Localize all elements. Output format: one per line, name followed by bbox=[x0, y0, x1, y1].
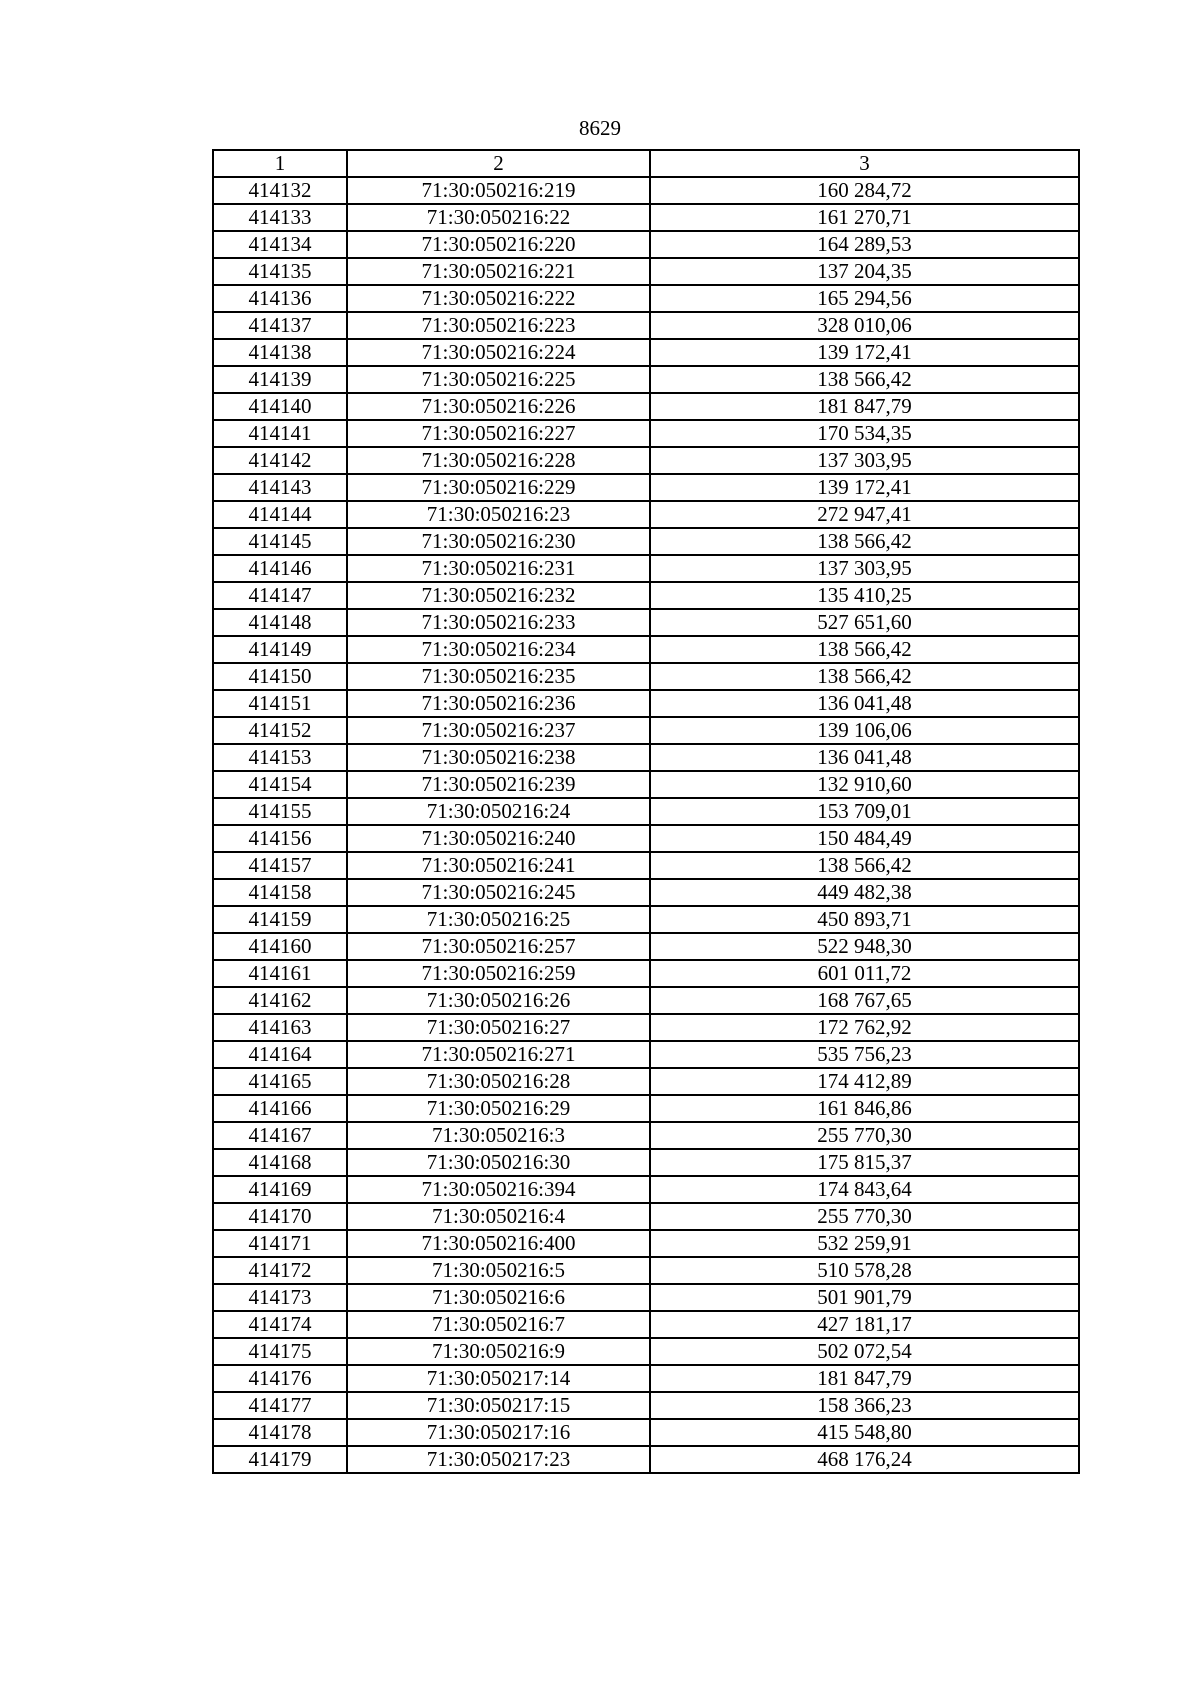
value-cell: 137 303,95 bbox=[650, 447, 1079, 474]
value-cell: 601 011,72 bbox=[650, 960, 1079, 987]
cadastral-number-cell: 71:30:050216:223 bbox=[347, 312, 650, 339]
value-cell: 161 270,71 bbox=[650, 204, 1079, 231]
table-row bbox=[213, 447, 1079, 474]
value-cell: 522 948,30 bbox=[650, 933, 1079, 960]
cadastral-number-cell: 71:30:050216:27 bbox=[347, 1014, 650, 1041]
cadastral-number-cell: 71:30:050216:394 bbox=[347, 1176, 650, 1203]
column-header-3: 3 bbox=[650, 150, 1079, 177]
table-row bbox=[213, 609, 1079, 636]
row-number-cell: 414140 bbox=[213, 393, 347, 420]
table-row bbox=[213, 1068, 1079, 1095]
row-number-cell: 414141 bbox=[213, 420, 347, 447]
table-row bbox=[213, 1041, 1079, 1068]
table-row bbox=[213, 528, 1079, 555]
row-number-cell: 414149 bbox=[213, 636, 347, 663]
value-cell: 137 303,95 bbox=[650, 555, 1079, 582]
table-body bbox=[213, 177, 1079, 1473]
table-row bbox=[213, 717, 1079, 744]
table-row bbox=[213, 1257, 1079, 1284]
cadastral-number-cell: 71:30:050216:28 bbox=[347, 1068, 650, 1095]
value-cell: 172 762,92 bbox=[650, 1014, 1079, 1041]
value-cell: 138 566,42 bbox=[650, 663, 1079, 690]
value-cell: 138 566,42 bbox=[650, 528, 1079, 555]
row-number-cell: 414142 bbox=[213, 447, 347, 474]
table-row bbox=[213, 987, 1079, 1014]
value-cell: 174 412,89 bbox=[650, 1068, 1079, 1095]
value-cell: 449 482,38 bbox=[650, 879, 1079, 906]
cadastral-number-cell: 71:30:050216:237 bbox=[347, 717, 650, 744]
table-row bbox=[213, 393, 1079, 420]
value-cell: 328 010,06 bbox=[650, 312, 1079, 339]
cadastral-number-cell: 71:30:050216:222 bbox=[347, 285, 650, 312]
value-cell: 138 566,42 bbox=[650, 852, 1079, 879]
row-number-cell: 414164 bbox=[213, 1041, 347, 1068]
cadastral-number-cell: 71:30:050217:23 bbox=[347, 1446, 650, 1473]
value-cell: 160 284,72 bbox=[650, 177, 1079, 204]
table-row bbox=[213, 1419, 1079, 1446]
value-cell: 138 566,42 bbox=[650, 636, 1079, 663]
cadastral-number-cell: 71:30:050216:238 bbox=[347, 744, 650, 771]
row-number-cell: 414136 bbox=[213, 285, 347, 312]
value-cell: 139 106,06 bbox=[650, 717, 1079, 744]
value-cell: 168 767,65 bbox=[650, 987, 1079, 1014]
table-row bbox=[213, 501, 1079, 528]
column-header-1: 1 bbox=[213, 150, 347, 177]
value-cell: 135 410,25 bbox=[650, 582, 1079, 609]
table-row bbox=[213, 1392, 1079, 1419]
cadastral-number-cell: 71:30:050216:235 bbox=[347, 663, 650, 690]
registry-table bbox=[212, 149, 1080, 1474]
table-row bbox=[213, 285, 1079, 312]
row-number-cell: 414134 bbox=[213, 231, 347, 258]
cadastral-number-cell: 71:30:050216:221 bbox=[347, 258, 650, 285]
row-number-cell: 414133 bbox=[213, 204, 347, 231]
row-number-cell: 414165 bbox=[213, 1068, 347, 1095]
table-row bbox=[213, 582, 1079, 609]
cadastral-number-cell: 71:30:050216:22 bbox=[347, 204, 650, 231]
value-cell: 255 770,30 bbox=[650, 1122, 1079, 1149]
row-number-cell: 414153 bbox=[213, 744, 347, 771]
cadastral-number-cell: 71:30:050216:230 bbox=[347, 528, 650, 555]
row-number-cell: 414173 bbox=[213, 1284, 347, 1311]
value-cell: 137 204,35 bbox=[650, 258, 1079, 285]
table-row bbox=[213, 1149, 1079, 1176]
table-row bbox=[213, 231, 1079, 258]
table-row bbox=[213, 555, 1079, 582]
cadastral-number-cell: 71:30:050216:241 bbox=[347, 852, 650, 879]
cadastral-number-cell: 71:30:050216:220 bbox=[347, 231, 650, 258]
value-cell: 132 910,60 bbox=[650, 771, 1079, 798]
column-header-2: 2 bbox=[347, 150, 650, 177]
table-row bbox=[213, 798, 1079, 825]
table-row bbox=[213, 933, 1079, 960]
value-cell: 175 815,37 bbox=[650, 1149, 1079, 1176]
table-row bbox=[213, 339, 1079, 366]
cadastral-number-cell: 71:30:050216:4 bbox=[347, 1203, 650, 1230]
row-number-cell: 414156 bbox=[213, 825, 347, 852]
row-number-cell: 414148 bbox=[213, 609, 347, 636]
value-cell: 501 901,79 bbox=[650, 1284, 1079, 1311]
value-cell: 164 289,53 bbox=[650, 231, 1079, 258]
table-row bbox=[213, 1446, 1079, 1473]
table-row bbox=[213, 1311, 1079, 1338]
row-number-cell: 414167 bbox=[213, 1122, 347, 1149]
cadastral-number-cell: 71:30:050216:232 bbox=[347, 582, 650, 609]
table-row bbox=[213, 906, 1079, 933]
cadastral-number-cell: 71:30:050216:271 bbox=[347, 1041, 650, 1068]
row-number-cell: 414179 bbox=[213, 1446, 347, 1473]
table-row bbox=[213, 960, 1079, 987]
row-number-cell: 414157 bbox=[213, 852, 347, 879]
row-number-cell: 414150 bbox=[213, 663, 347, 690]
cadastral-number-cell: 71:30:050216:225 bbox=[347, 366, 650, 393]
value-cell: 532 259,91 bbox=[650, 1230, 1079, 1257]
row-number-cell: 414144 bbox=[213, 501, 347, 528]
row-number-cell: 414160 bbox=[213, 933, 347, 960]
table-row bbox=[213, 177, 1079, 204]
table-row bbox=[213, 474, 1079, 501]
value-cell: 415 548,80 bbox=[650, 1419, 1079, 1446]
row-number-cell: 414143 bbox=[213, 474, 347, 501]
cadastral-number-cell: 71:30:050216:219 bbox=[347, 177, 650, 204]
row-number-cell: 414177 bbox=[213, 1392, 347, 1419]
cadastral-number-cell: 71:30:050216:228 bbox=[347, 447, 650, 474]
row-number-cell: 414170 bbox=[213, 1203, 347, 1230]
row-number-cell: 414159 bbox=[213, 906, 347, 933]
table-row bbox=[213, 1095, 1079, 1122]
row-number-cell: 414139 bbox=[213, 366, 347, 393]
table-row bbox=[213, 825, 1079, 852]
cadastral-number-cell: 71:30:050216:227 bbox=[347, 420, 650, 447]
cadastral-number-cell: 71:30:050216:224 bbox=[347, 339, 650, 366]
value-cell: 181 847,79 bbox=[650, 393, 1079, 420]
table-row bbox=[213, 204, 1079, 231]
row-number-cell: 414135 bbox=[213, 258, 347, 285]
table-row bbox=[213, 1338, 1079, 1365]
value-cell: 165 294,56 bbox=[650, 285, 1079, 312]
row-number-cell: 414152 bbox=[213, 717, 347, 744]
value-cell: 502 072,54 bbox=[650, 1338, 1079, 1365]
table-row bbox=[213, 1176, 1079, 1203]
cadastral-number-cell: 71:30:050216:24 bbox=[347, 798, 650, 825]
value-cell: 136 041,48 bbox=[650, 690, 1079, 717]
value-cell: 158 366,23 bbox=[650, 1392, 1079, 1419]
table-row bbox=[213, 1203, 1079, 1230]
table-row bbox=[213, 312, 1079, 339]
row-number-cell: 414162 bbox=[213, 987, 347, 1014]
cadastral-number-cell: 71:30:050216:26 bbox=[347, 987, 650, 1014]
cadastral-number-cell: 71:30:050216:257 bbox=[347, 933, 650, 960]
table-row bbox=[213, 1284, 1079, 1311]
row-number-cell: 414145 bbox=[213, 528, 347, 555]
value-cell: 153 709,01 bbox=[650, 798, 1079, 825]
cadastral-number-cell: 71:30:050217:14 bbox=[347, 1365, 650, 1392]
row-number-cell: 414171 bbox=[213, 1230, 347, 1257]
row-number-cell: 414166 bbox=[213, 1095, 347, 1122]
table-row bbox=[213, 1122, 1079, 1149]
cadastral-number-cell: 71:30:050217:15 bbox=[347, 1392, 650, 1419]
value-cell: 427 181,17 bbox=[650, 1311, 1079, 1338]
value-cell: 170 534,35 bbox=[650, 420, 1079, 447]
cadastral-number-cell: 71:30:050216:236 bbox=[347, 690, 650, 717]
cadastral-number-cell: 71:30:050216:25 bbox=[347, 906, 650, 933]
cadastral-number-cell: 71:30:050216:30 bbox=[347, 1149, 650, 1176]
row-number-cell: 414172 bbox=[213, 1257, 347, 1284]
value-cell: 139 172,41 bbox=[650, 339, 1079, 366]
table-row bbox=[213, 258, 1079, 285]
row-number-cell: 414147 bbox=[213, 582, 347, 609]
row-number-cell: 414174 bbox=[213, 1311, 347, 1338]
table-row bbox=[213, 636, 1079, 663]
value-cell: 181 847,79 bbox=[650, 1365, 1079, 1392]
table-row bbox=[213, 366, 1079, 393]
value-cell: 136 041,48 bbox=[650, 744, 1079, 771]
cadastral-number-cell: 71:30:050216:231 bbox=[347, 555, 650, 582]
cadastral-number-cell: 71:30:050216:9 bbox=[347, 1338, 650, 1365]
row-number-cell: 414154 bbox=[213, 771, 347, 798]
table-row bbox=[213, 1014, 1079, 1041]
cadastral-number-cell: 71:30:050216:7 bbox=[347, 1311, 650, 1338]
value-cell: 255 770,30 bbox=[650, 1203, 1079, 1230]
table-row bbox=[213, 744, 1079, 771]
table-row bbox=[213, 852, 1079, 879]
value-cell: 272 947,41 bbox=[650, 501, 1079, 528]
table-row bbox=[213, 771, 1079, 798]
table-row bbox=[213, 663, 1079, 690]
table-header bbox=[213, 150, 1079, 177]
cadastral-number-cell: 71:30:050216:5 bbox=[347, 1257, 650, 1284]
row-number-cell: 414169 bbox=[213, 1176, 347, 1203]
value-cell: 150 484,49 bbox=[650, 825, 1079, 852]
cadastral-number-cell: 71:30:050216:240 bbox=[347, 825, 650, 852]
cadastral-number-cell: 71:30:050216:245 bbox=[347, 879, 650, 906]
row-number-cell: 414178 bbox=[213, 1419, 347, 1446]
cadastral-number-cell: 71:30:050217:16 bbox=[347, 1419, 650, 1446]
row-number-cell: 414155 bbox=[213, 798, 347, 825]
table-row bbox=[213, 879, 1079, 906]
page-number: 8629 bbox=[579, 116, 621, 140]
row-number-cell: 414158 bbox=[213, 879, 347, 906]
cadastral-number-cell: 71:30:050216:6 bbox=[347, 1284, 650, 1311]
cadastral-number-cell: 71:30:050216:259 bbox=[347, 960, 650, 987]
cadastral-number-cell: 71:30:050216:23 bbox=[347, 501, 650, 528]
cadastral-number-cell: 71:30:050216:234 bbox=[347, 636, 650, 663]
row-number-cell: 414132 bbox=[213, 177, 347, 204]
row-number-cell: 414163 bbox=[213, 1014, 347, 1041]
table-row bbox=[213, 420, 1079, 447]
row-number-cell: 414146 bbox=[213, 555, 347, 582]
value-cell: 161 846,86 bbox=[650, 1095, 1079, 1122]
table-row bbox=[213, 1230, 1079, 1257]
cadastral-number-cell: 71:30:050216:229 bbox=[347, 474, 650, 501]
value-cell: 138 566,42 bbox=[650, 366, 1079, 393]
header-row bbox=[213, 150, 1079, 177]
value-cell: 139 172,41 bbox=[650, 474, 1079, 501]
value-cell: 535 756,23 bbox=[650, 1041, 1079, 1068]
value-cell: 174 843,64 bbox=[650, 1176, 1079, 1203]
row-number-cell: 414137 bbox=[213, 312, 347, 339]
value-cell: 510 578,28 bbox=[650, 1257, 1079, 1284]
row-number-cell: 414151 bbox=[213, 690, 347, 717]
value-cell: 450 893,71 bbox=[650, 906, 1079, 933]
cadastral-number-cell: 71:30:050216:239 bbox=[347, 771, 650, 798]
row-number-cell: 414175 bbox=[213, 1338, 347, 1365]
row-number-cell: 414138 bbox=[213, 339, 347, 366]
row-number-cell: 414161 bbox=[213, 960, 347, 987]
row-number-cell: 414176 bbox=[213, 1365, 347, 1392]
cadastral-number-cell: 71:30:050216:233 bbox=[347, 609, 650, 636]
table-row bbox=[213, 690, 1079, 717]
row-number-cell: 414168 bbox=[213, 1149, 347, 1176]
value-cell: 468 176,24 bbox=[650, 1446, 1079, 1473]
cadastral-number-cell: 71:30:050216:400 bbox=[347, 1230, 650, 1257]
value-cell: 527 651,60 bbox=[650, 609, 1079, 636]
cadastral-number-cell: 71:30:050216:3 bbox=[347, 1122, 650, 1149]
cadastral-number-cell: 71:30:050216:226 bbox=[347, 393, 650, 420]
cadastral-number-cell: 71:30:050216:29 bbox=[347, 1095, 650, 1122]
table-row bbox=[213, 1365, 1079, 1392]
